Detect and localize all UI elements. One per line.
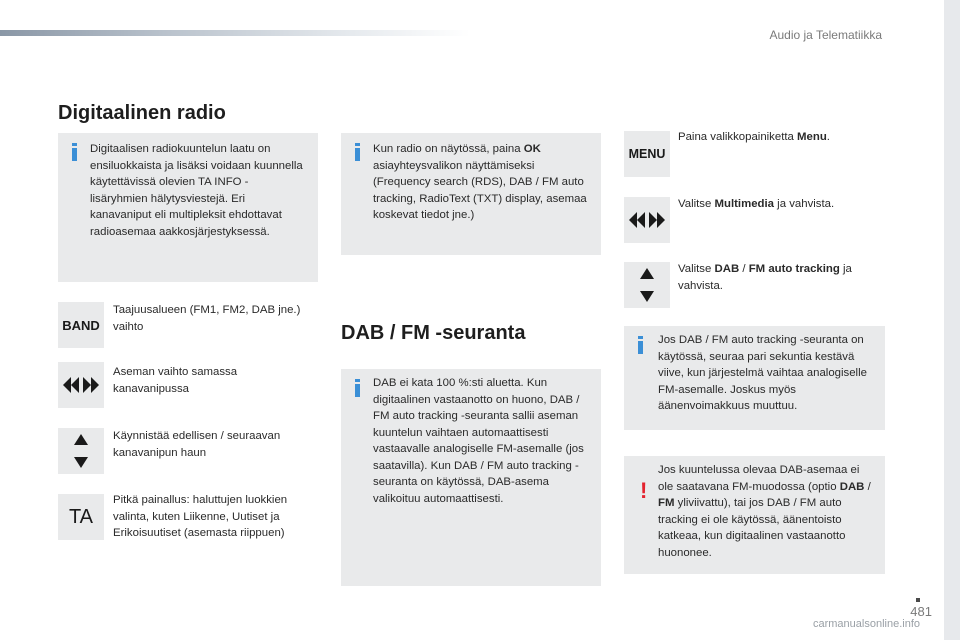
dab-select-description: Valitse DAB / FM auto tracking ja vahvista. <box>678 263 852 292</box>
seek-button-tile <box>58 362 104 408</box>
ta-description: Pitkä painallus: haluttujen luokkien valinta, kuten Liikenne, Uutiset ja Erikoisuutiset (asemasta riippuen) <box>113 494 288 539</box>
warning-icon: ! <box>640 478 648 503</box>
menu-button-icon: MENU <box>628 147 666 161</box>
page-dot <box>916 598 920 602</box>
seek-arrows-icon <box>62 377 100 393</box>
info-icon <box>72 143 77 161</box>
info-box-quality <box>58 133 318 282</box>
warning-text: Jos kuuntelussa olevaa DAB-asemaa ei ole saatavana FM-muodossa (optio DAB / FM yliviivattu), tai jos DAB / FM auto tracking ei ole käytössä, äänentoisto katkeaa, kun digitaalinen vastaanotto huononee. <box>658 464 871 559</box>
band-button-tile <box>58 302 104 348</box>
seek-arrows-icon <box>628 212 666 228</box>
multimedia-description: Valitse Multimedia ja vahvista. <box>678 198 835 210</box>
footer-watermark: carmanualsonline.info <box>812 618 920 630</box>
info-box-delay <box>624 326 885 430</box>
seek-description: Aseman vaihto samassa kanavanipussa <box>113 366 238 395</box>
menu-description: Paina valikkopainiketta Menu. <box>678 131 830 143</box>
section-label: Audio ja Telematiikka <box>769 28 882 42</box>
info-icon <box>355 143 360 161</box>
header-rule <box>0 30 470 36</box>
warning-box <box>624 456 885 574</box>
page-edge-strip <box>944 0 960 640</box>
info-icon <box>355 379 360 397</box>
info-text-quality: Digitaalisen radiokuuntelun laatu on ensiluokkaista ja lisäksi voidaan kuunnella käytettävissä olevien TA INFO -lisäryhmien hälytysviestejä. Eri kanavaniput eli multipleksit ehdottavat radioasemaa aakkosjärjestyksessä. <box>90 143 303 238</box>
updown-button-tile <box>58 428 104 474</box>
multimedia-seek-tile <box>624 197 670 243</box>
ta-button-icon: TA <box>68 505 94 528</box>
info-icon <box>638 336 643 354</box>
menu-button-tile <box>624 131 670 177</box>
updown-description: Käynnistää edellisen / seuraavan kanavanipun haun <box>113 430 281 459</box>
info-box-ok-menu <box>341 133 601 255</box>
band-description: Taajuusalueen (FM1, FM2, DAB jne.) vaihto <box>113 304 301 333</box>
page-number: 481 <box>910 604 932 619</box>
band-button-icon: BAND <box>62 317 100 333</box>
ok-key-label: OK <box>523 143 541 155</box>
info-text-coverage: DAB ei kata 100 %:sti aluetta. Kun digitaalinen vastaanotto on huono, DAB / FM auto tracking -seuranta sallii aseman kuuntelun vaihtaen automaattisesti vastaavalle analogiselle FM-asemalle (jos saatavilla). Kun DAB / FM auto tracking -seuranta on käytössä, DAB-asema valikoituu automaattisesti. <box>373 377 584 505</box>
section-subtitle: DAB / FM -seuranta <box>341 322 526 344</box>
up-down-arrows-icon <box>639 267 655 303</box>
info-box-coverage <box>341 369 601 586</box>
up-down-arrows-icon <box>73 433 89 469</box>
page-title: Digitaalinen radio <box>58 102 226 124</box>
ta-button-tile <box>58 494 104 540</box>
info-text-delay: Jos DAB / FM auto tracking -seuranta on käytössä, seuraa pari sekuntia kestävä viive, kun järjestelmä vaihtaa analogiselle FM-asemalle. Joskus myös äänenvoimakkuus muuttuu. <box>658 334 867 412</box>
dab-updown-tile <box>624 262 670 308</box>
info-text-ok-menu: Kun radio on näytössä, paina OK asiayhteysvalikon näyttämiseksi (Frequency search (RDS), DAB / FM auto tracking, RadioText (TXT) display, asemaa koskevat tiedot jne.) <box>373 143 587 221</box>
